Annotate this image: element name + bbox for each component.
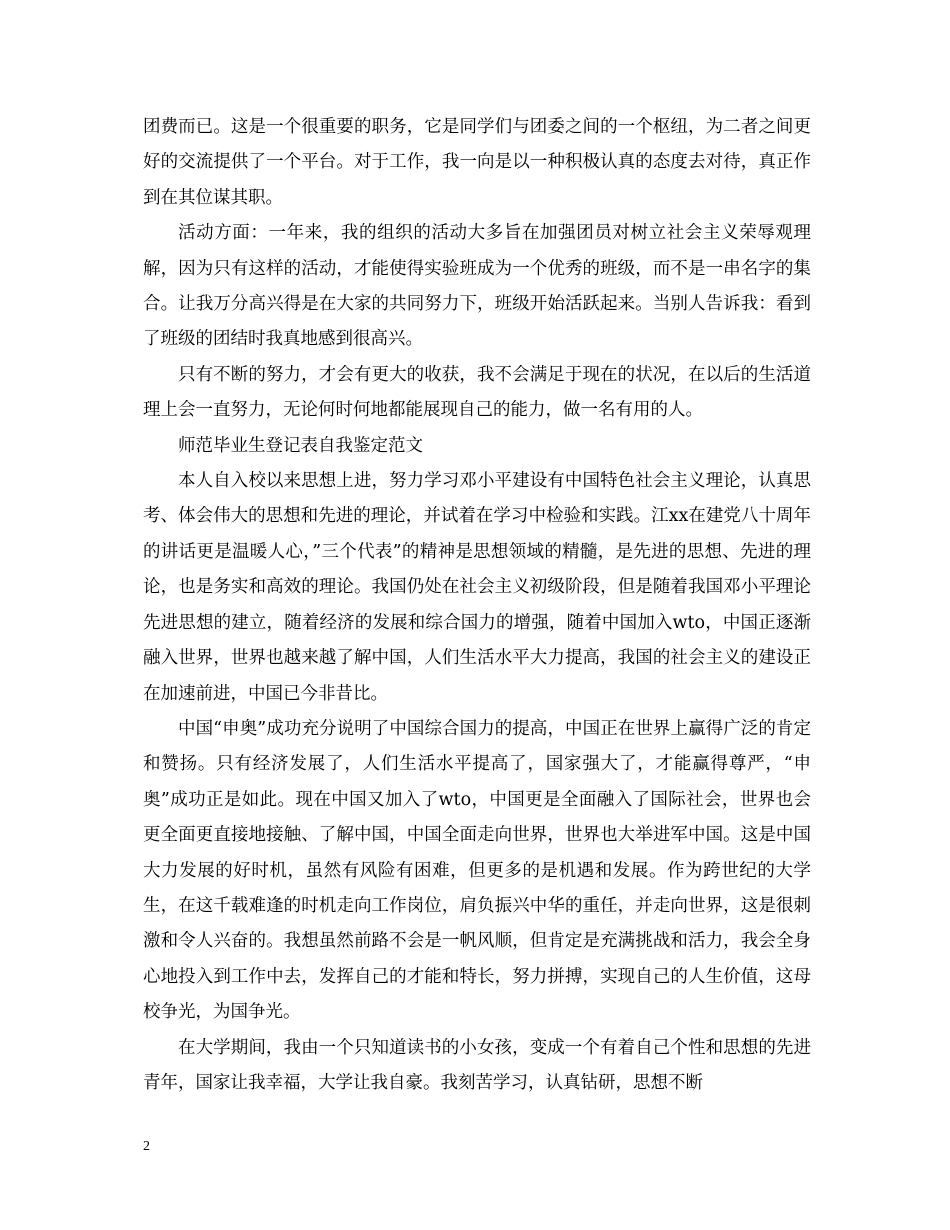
paragraph-5: 本人自入校以来思想上进，努力学习邓小平建设有中国特色社会主义理论，认真思考、体会伟大的思想和先进的理论，并试着在学习中检验和实践。江xx在建党八十周年的讲话更是温暖人心，”三个代表”的精神是思想领域的精髓，是先进的思想、先进的理论，也是务实和高效的理论。我国仍处在社会主义初级阶段，但是随着我国邓小平理论先进思想的建立，随着经济的发展和综合国力的增强，随着中国加入wto，中国正逐渐融入世界，世界也越来越了解中国，人们生活水平大力提高，我国的社会主义的建设正在加速前进，中国已今非昔比。: [143, 471, 811, 704]
paragraph-1: 团费而已。这是一个很重要的职务，它是同学们与团委之间的一个枢纽，为二者之间更好的交流提供了一个平台。对于工作，我一向是以一种积极认真的态度去对待，真正作到在其位谋其职。: [143, 117, 811, 208]
paragraph-3: 只有不断的努力，才会有更大的收获，我不会满足于现在的状况，在以后的生活道理上会一直努力，无论何时何地都能展现自己的能力，做一名有用的人。: [143, 364, 811, 421]
section-heading: 师范毕业生登记表自我鉴定范文: [178, 435, 423, 456]
paragraph-2: 活动方面：一年来，我的组织的活动大多旨在加强团员对树立社会主义荣辱观理解，因为只有这样的活动，才能使得实验班成为一个优秀的班级，而不是一串名字的集合。让我万分高兴得是在大家的共同努力下，班级开始活跃起来。当别人告诉我：看到了班级的团结时我真地感到很高兴。: [143, 223, 811, 350]
paragraph-7: 在大学期间，我由一个只知道读书的小女孩，变成一个有着自己个性和思想的先进青年，国家让我幸福，大学让我自豪。我刻苦学习，认真钻研，思想不断: [143, 1037, 811, 1093]
paragraph-6: 中国“申奥”成功充分说明了中国综合国力的提高，中国正在世界上赢得广泛的肯定和赞扬。只有经济发展了，人们生活水平提高了，国家强大了，才能赢得尊严，“申奥”成功正是如此。现在中国又加入了wto，中国更是全面融入了国际社会，世界也会更全面更直接地接触、了解中国，中国全面走向世界，世界也大举进军中国。这是中国大力发展的好时机，虽然有风险有困难，但更多的是机遇和发展。作为跨世纪的大学生，在这千载难逢的时机走向工作岗位，肩负振兴中华的重任，并走向世界，这是很刺激和令人兴奋的。我想虽然前路不会是一帆风顺，但肯定是充满挑战和活力，我会全身心地投入到工作中去，发挥自己的才能和特长，努力拼搏，实现自己的人生价值，这母校争光，为国争光。: [143, 718, 811, 1023]
document-body: [143, 110, 811, 1101]
page-number: 2: [143, 1139, 150, 1154]
